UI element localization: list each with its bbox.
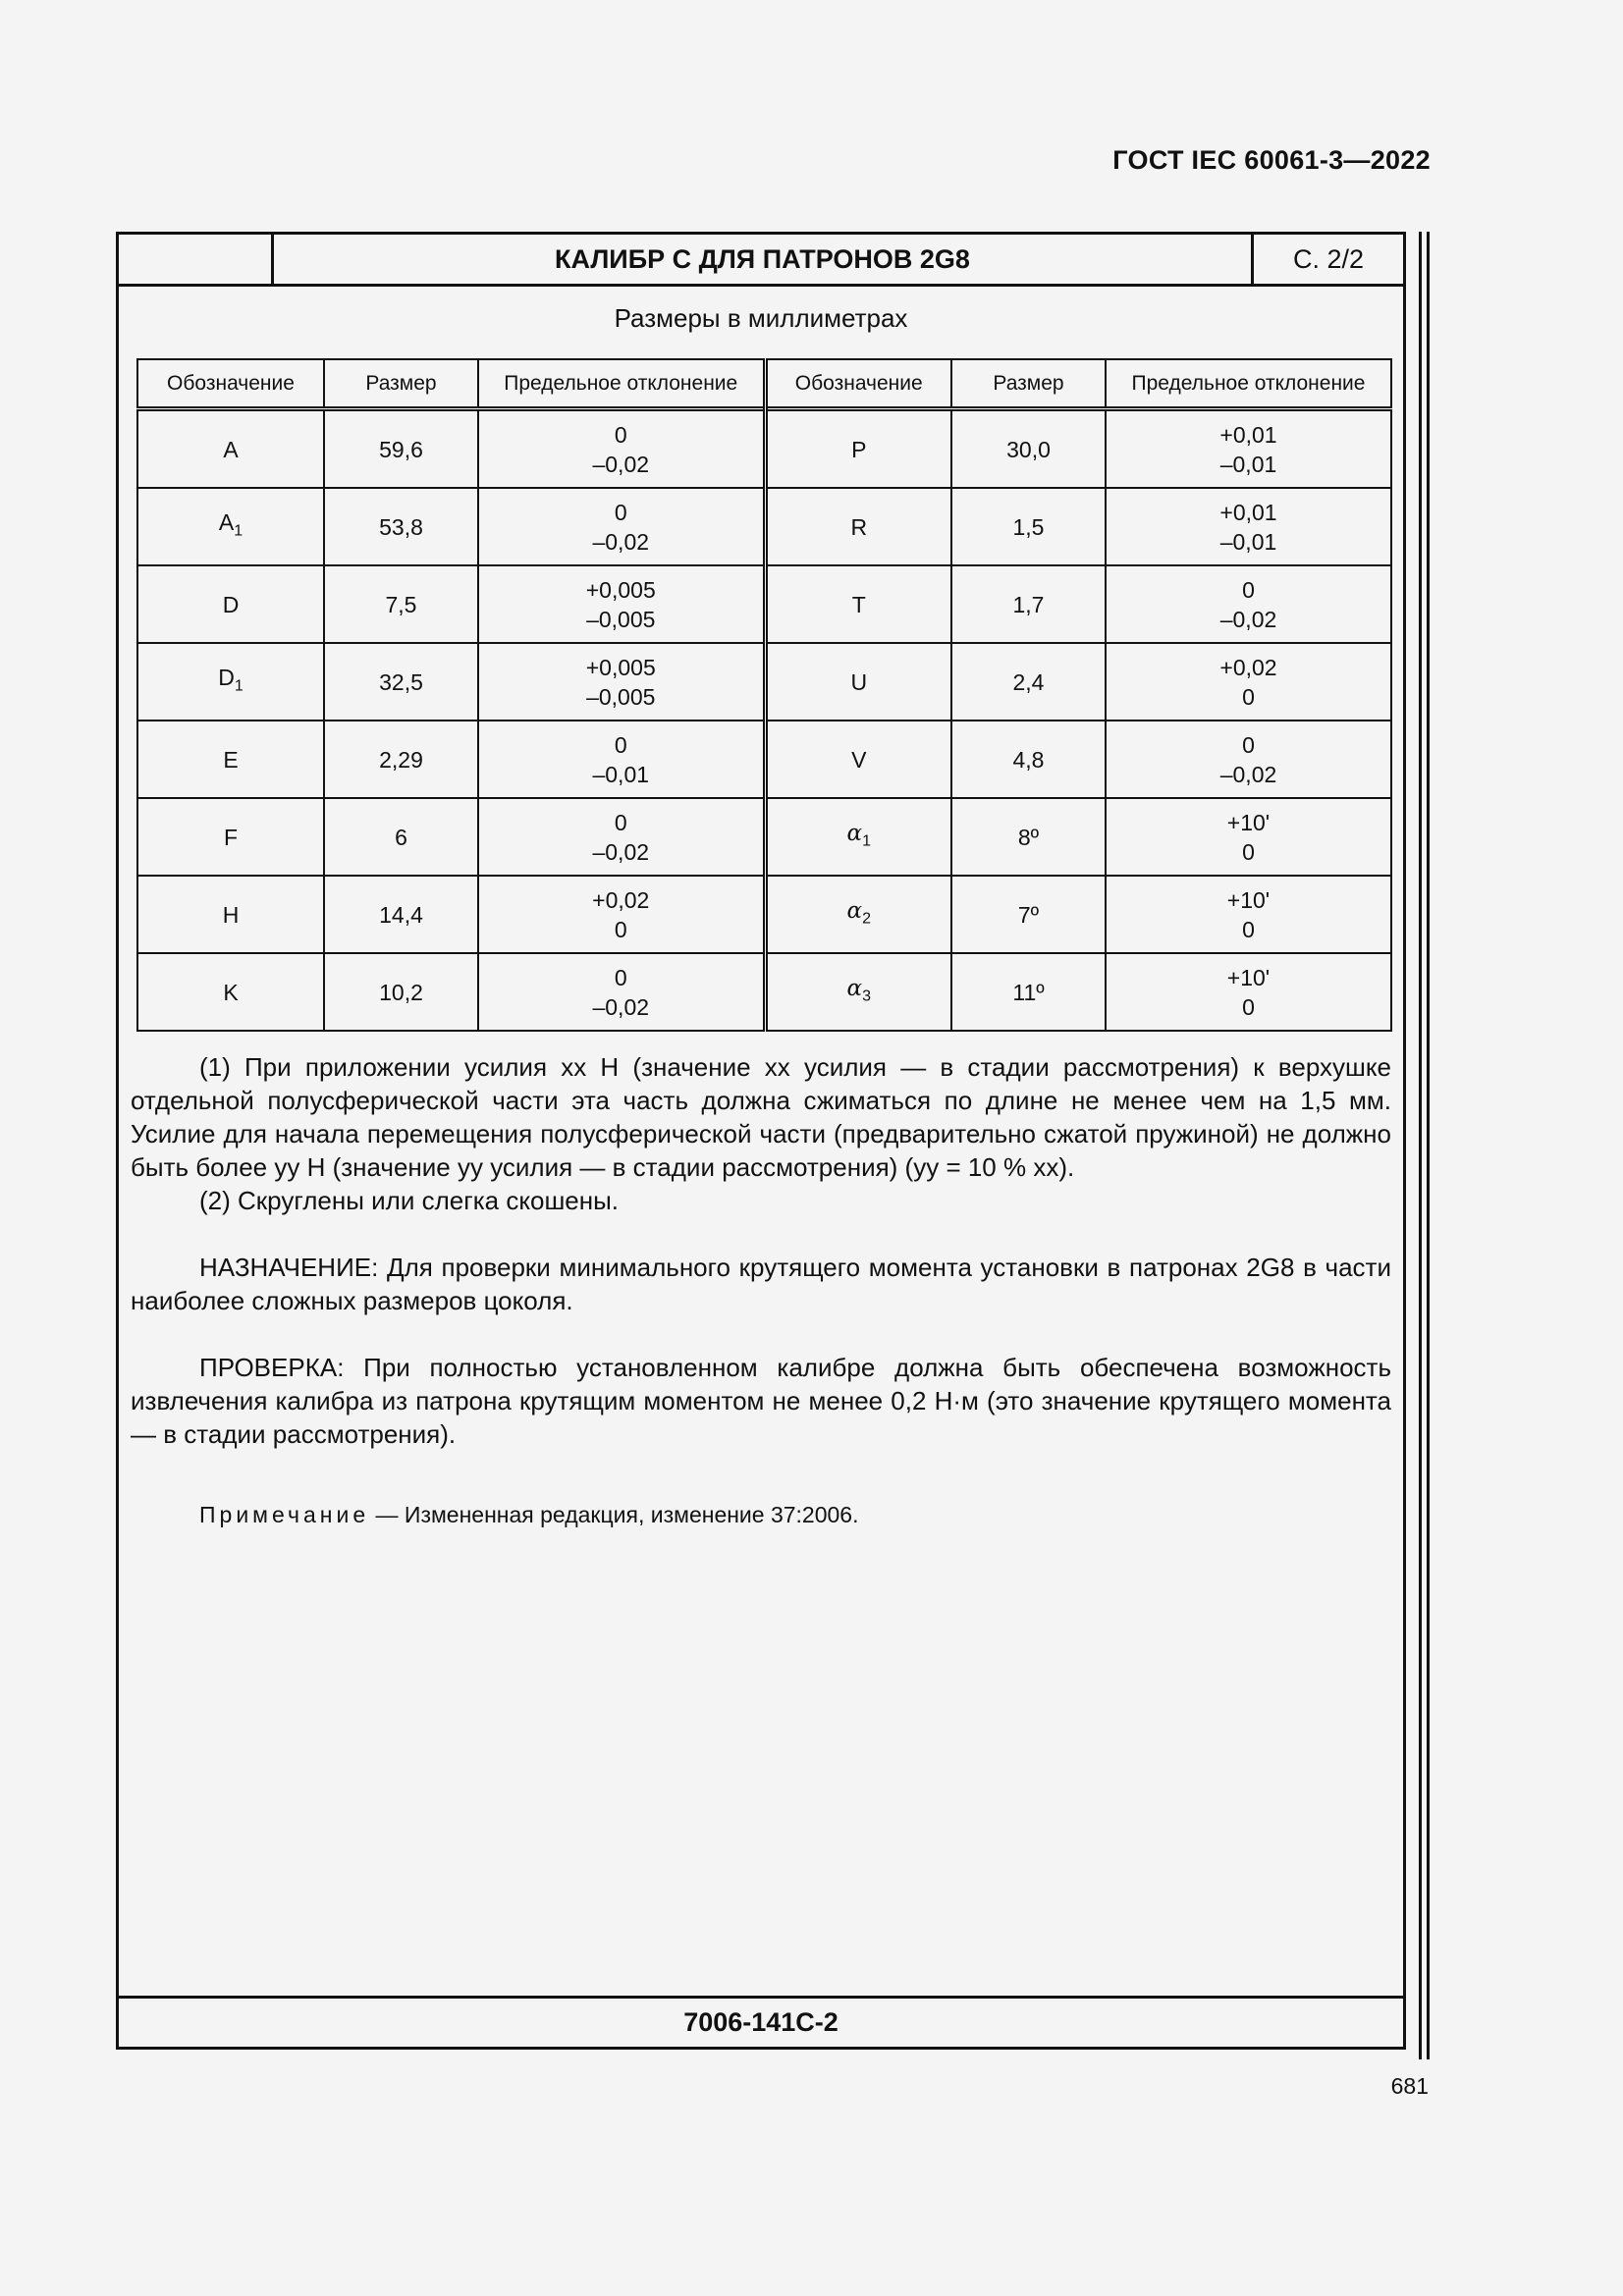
tolerance-cell: [478, 876, 765, 953]
designation-symbol: K: [223, 979, 239, 1005]
designation-cell: [137, 798, 324, 876]
remark-text: — Измененная редакция, изменение 37:2006.: [369, 1502, 859, 1527]
lower-deviation: –0,02: [592, 451, 650, 477]
lower-deviation: –0,01: [1219, 451, 1277, 477]
designation-cell: [765, 643, 951, 721]
size-cell: 32,5: [324, 643, 478, 721]
lower-deviation: –0,02: [592, 528, 650, 555]
tolerance-cell: [478, 488, 765, 565]
table-row: [137, 953, 1391, 1031]
frame-border-line: [1419, 232, 1422, 2059]
size-cell: 8º: [951, 798, 1106, 876]
standard-header: ГОСТ IEC 60061-3—2022: [1112, 145, 1431, 175]
designation-cell: [765, 876, 951, 953]
tolerance-cell: [1106, 643, 1391, 721]
designation-subscript: 1: [234, 677, 243, 695]
column-header: Размер: [951, 359, 1106, 409]
dimensions-table: [136, 358, 1392, 1032]
designation-symbol: α: [846, 820, 863, 846]
lower-deviation: –0,005: [586, 606, 656, 632]
designation-symbol: D: [222, 591, 240, 617]
table-row: [137, 876, 1391, 953]
size-cell: 53,8: [324, 488, 478, 565]
designation-cell: [765, 565, 951, 643]
table-row: [137, 721, 1391, 798]
size-cell: 2,29: [324, 721, 478, 798]
designation-symbol: R: [850, 513, 868, 540]
tolerance-cell: [1106, 488, 1391, 565]
size-cell: 7,5: [324, 565, 478, 643]
table-row: [137, 488, 1391, 565]
designation-subscript: 1: [862, 832, 871, 850]
tolerance-cell: [1106, 798, 1391, 876]
column-header: Предельное отклонение: [1106, 359, 1391, 409]
designation-cell: [765, 798, 951, 876]
sheet-page-label: С. 2/2: [1251, 235, 1403, 284]
tolerance-cell: [1106, 876, 1391, 953]
units-caption: Размеры в миллиметрах: [614, 303, 908, 333]
notes-block: [131, 1050, 1391, 1531]
lower-deviation: 0: [1242, 683, 1255, 710]
size-cell: 1,7: [951, 565, 1106, 643]
designation-symbol: α: [846, 975, 863, 1001]
designation-cell: [765, 721, 951, 798]
designation-cell: [137, 643, 324, 721]
purpose-text: НАЗНАЧЕНИЕ: Для проверки минимального крутящего момента установки в патронах 2G8 в части наиболее сложных размеров цоколя.: [131, 1253, 1391, 1315]
designation-symbol: D: [218, 664, 235, 690]
table-header-row: [137, 359, 1391, 409]
table-row: [137, 409, 1391, 489]
column-header: Предельное отклонение: [478, 359, 765, 409]
tolerance-cell: [478, 721, 765, 798]
designation-symbol: E: [223, 746, 239, 773]
tolerance-cell: [1106, 565, 1391, 643]
size-cell: 59,6: [324, 409, 478, 489]
size-cell: 1,5: [951, 488, 1106, 565]
upper-deviation: +10': [1226, 886, 1271, 913]
tolerance-cell: [1106, 953, 1391, 1031]
tolerance-cell: [478, 953, 765, 1031]
note-1: (1) При приложении усилия xx Н (значение xx усилия — в стадии рассмотрения) к верхушке отдельной полусферической части эта часть должна сжиматься по длине не менее чем на 1,5 мм. Усилие для начала перемещения полусферической части (предварительно сжатой пружиной) не должно быть более yy Н (значение yy усилия — в стадии рассмотрения) (yy = 10 % xx).: [131, 1052, 1391, 1182]
upper-deviation: +0,02: [592, 886, 650, 913]
size-cell: 2,4: [951, 643, 1106, 721]
size-cell: 30,0: [951, 409, 1106, 489]
designation-cell: [137, 721, 324, 798]
designation-symbol: P: [851, 436, 867, 462]
lower-deviation: –0,005: [586, 683, 656, 710]
designation-subscript: 3: [862, 988, 871, 1005]
lower-deviation: 0: [1242, 838, 1255, 865]
tolerance-cell: [478, 798, 765, 876]
upper-deviation: +0,01: [1219, 499, 1277, 525]
note-2: (2) Скруглены или слегка скошены.: [199, 1186, 620, 1215]
designation-symbol: α: [846, 897, 863, 924]
table-row: [137, 565, 1391, 643]
designation-cell: [137, 409, 324, 489]
size-cell: 14,4: [324, 876, 478, 953]
title-blank-cell: [119, 235, 274, 284]
designation-symbol: V: [851, 746, 867, 773]
upper-deviation: +0,01: [1219, 421, 1277, 448]
frame-border-line: [1427, 232, 1430, 2059]
page-number: 681: [1390, 2073, 1429, 2099]
upper-deviation: 0: [1242, 731, 1255, 758]
upper-deviation: 0: [614, 499, 627, 525]
lower-deviation: –0,02: [592, 993, 650, 1020]
designation-symbol: F: [223, 824, 239, 850]
upper-deviation: 0: [614, 421, 627, 448]
sheet-code: 7006-141С-2: [119, 1996, 1403, 2047]
sheet-title: КАЛИБР С ДЛЯ ПАТРОНОВ 2G8: [555, 244, 970, 274]
lower-deviation: 0: [1242, 916, 1255, 942]
designation-cell: [137, 565, 324, 643]
column-header: Размер: [324, 359, 478, 409]
tolerance-cell: [478, 409, 765, 489]
lower-deviation: 0: [614, 916, 627, 942]
remark-label: Примечание: [199, 1502, 370, 1527]
upper-deviation: +0,005: [585, 576, 656, 603]
upper-deviation: 0: [1242, 576, 1255, 603]
size-cell: 10,2: [324, 953, 478, 1031]
designation-subscript: 2: [862, 910, 871, 928]
lower-deviation: –0,02: [592, 838, 650, 865]
size-cell: 7º: [951, 876, 1106, 953]
check-text: ПРОВЕРКА: При полностью установленном калибре должна быть обеспечена возможность извлечения калибра из патрона крутящим моментом не менее 0,2 Н·м (это значение крутящего момента — в стадии рассмотрения).: [131, 1353, 1391, 1449]
tolerance-cell: [478, 643, 765, 721]
tolerance-cell: [478, 565, 765, 643]
lower-deviation: –0,02: [1219, 761, 1277, 787]
designation-cell: [137, 876, 324, 953]
designation-cell: [137, 953, 324, 1031]
upper-deviation: +0,02: [1219, 654, 1277, 680]
designation-cell: [137, 488, 324, 565]
lower-deviation: –0,01: [592, 761, 650, 787]
title-block: [119, 235, 1403, 287]
remark: [131, 1498, 1391, 1531]
designation-symbol: A: [223, 436, 239, 462]
size-cell: 4,8: [951, 721, 1106, 798]
table-row: [137, 798, 1391, 876]
size-cell: 6: [324, 798, 478, 876]
upper-deviation: 0: [614, 731, 627, 758]
column-header: Обозначение: [765, 359, 951, 409]
designation-symbol: U: [850, 668, 868, 695]
lower-deviation: –0,02: [1219, 606, 1277, 632]
designation-cell: [765, 488, 951, 565]
designation-cell: [765, 953, 951, 1031]
upper-deviation: +0,005: [585, 654, 656, 680]
upper-deviation: 0: [614, 809, 627, 835]
size-cell: 11º: [951, 953, 1106, 1031]
column-header: Обозначение: [137, 359, 324, 409]
tolerance-cell: [1106, 721, 1391, 798]
designation-symbol: A: [218, 508, 235, 535]
lower-deviation: 0: [1242, 993, 1255, 1020]
designation-symbol: H: [222, 901, 240, 928]
tolerance-cell: [1106, 409, 1391, 489]
designation-subscript: 1: [234, 522, 243, 540]
upper-deviation: +10': [1226, 964, 1271, 990]
table-row: [137, 643, 1391, 721]
lower-deviation: –0,01: [1219, 528, 1277, 555]
upper-deviation: +10': [1226, 809, 1271, 835]
upper-deviation: 0: [614, 964, 627, 990]
designation-cell: [765, 409, 951, 489]
designation-symbol: T: [851, 591, 866, 617]
